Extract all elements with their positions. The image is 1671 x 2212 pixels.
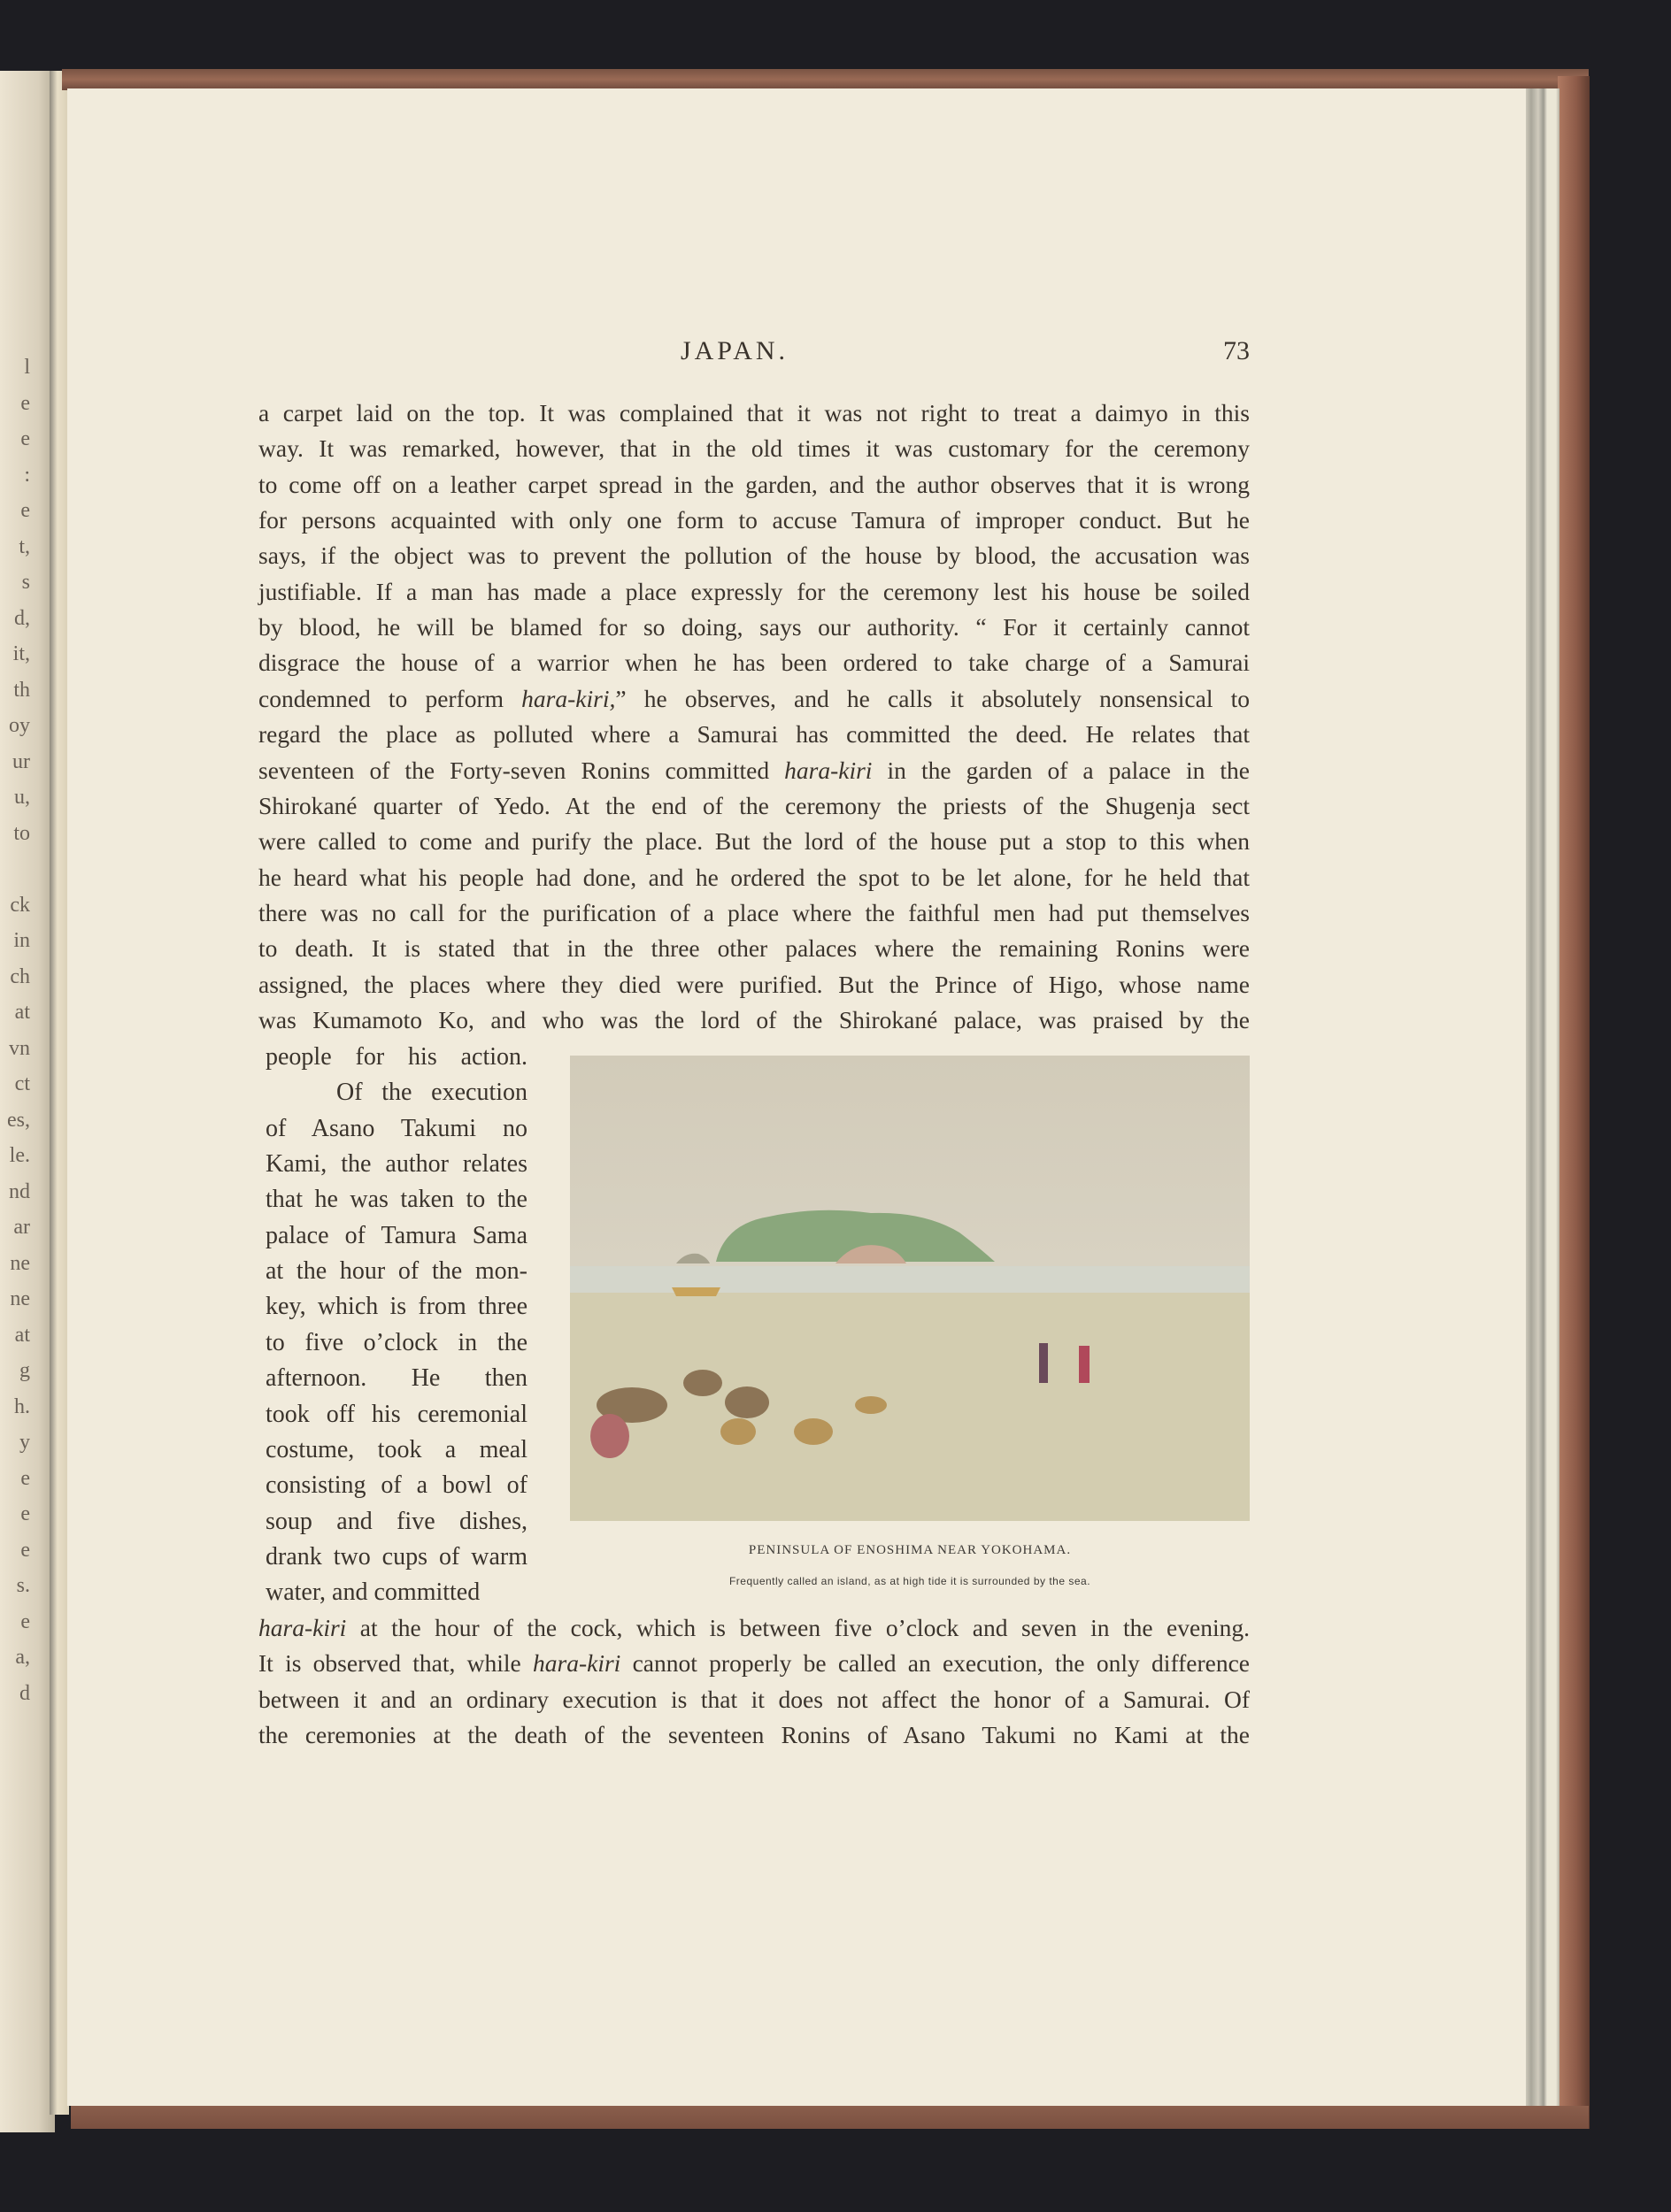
previous-page-fragment: :: [24, 463, 30, 487]
wrapped-body-line: [266, 1504, 527, 1540]
body-line: [258, 717, 1250, 752]
book-gutter: [50, 71, 69, 2115]
italic-term: hara-kiri: [258, 1614, 347, 1641]
wrapped-body-line: [266, 1111, 527, 1147]
text-segment: drank two cups of warm: [266, 1542, 527, 1571]
previous-page-fragment: ck: [10, 893, 30, 917]
body-line: [258, 467, 1250, 503]
text-segment: regard the place as polluted where a Samurai has committed the deed. He relates that: [258, 720, 1250, 749]
body-line: [258, 753, 1250, 788]
wrapped-body-line: [266, 1540, 527, 1575]
text-segment: justifiable. If a man has made a place expressly for the ceremony lest his house be soiled: [258, 577, 1250, 605]
wrapped-body-line: [266, 1218, 527, 1254]
wrapped-body-line: [266, 1182, 527, 1217]
wrapped-body-line: [266, 1325, 527, 1361]
previous-page-fragment: ct: [14, 1072, 30, 1095]
previous-page-fragment: h.: [14, 1394, 30, 1418]
text-segment: people for his action.: [266, 1043, 527, 1071]
text-segment: Of the execution: [336, 1079, 527, 1107]
body-line: [258, 788, 1250, 824]
book-cover-right-edge: [1558, 76, 1590, 2129]
previous-page-fragment: it,: [12, 642, 30, 665]
wrapped-body-line: [266, 1432, 527, 1468]
text-segment: there was no call for the purification of a place where the faithful men had put themselves: [258, 898, 1250, 926]
text-segment: disgrace the house of a warrior when he has been ordered to take charge of a Samurai: [258, 649, 1250, 677]
text-segment: It is observed that, while: [258, 1649, 533, 1678]
text-segment: key, which is from three: [266, 1293, 527, 1321]
wrapped-body-line: [266, 1361, 527, 1396]
book-cover-bottom-edge: [71, 2106, 1589, 2129]
previous-page-fragment: e: [20, 1609, 30, 1633]
text-segment: took off his ceremonial: [266, 1400, 527, 1428]
body-line: [258, 610, 1250, 645]
previous-page-fragment: y: [19, 1431, 30, 1454]
previous-page-fragment: at: [14, 1323, 30, 1347]
body-line: [258, 431, 1250, 466]
previous-page-fragment: u,: [14, 786, 30, 809]
previous-page-fragment: d,: [14, 606, 30, 630]
text-segment: costume, took a meal: [266, 1435, 527, 1463]
previous-page-fragment: ar: [13, 1216, 30, 1239]
body-line: [258, 895, 1250, 931]
body-line: [258, 1646, 1250, 1681]
previous-page-fragment: nd: [9, 1179, 30, 1203]
body-line: [258, 396, 1250, 431]
text-segment: water, and committed: [266, 1578, 481, 1607]
wrapped-body-line: [266, 1289, 527, 1325]
body-line: [258, 503, 1250, 538]
text-segment: that he was taken to the: [266, 1186, 527, 1214]
previous-page-fragment: d: [19, 1681, 30, 1705]
wrapped-body-line: [266, 1147, 527, 1182]
wrapped-body-line: [266, 1075, 527, 1110]
previous-page-fragment: es,: [7, 1108, 30, 1132]
body-line: [258, 574, 1250, 610]
body-line: [258, 1002, 1250, 1038]
text-segment: consisting of a bowl of: [266, 1471, 527, 1500]
previous-page-fragment: ne: [10, 1287, 30, 1310]
previous-page-fragment: at: [14, 1001, 30, 1024]
text-segment: to come off on a leather carpet spread in the garden, and the author observes that it is wrong: [258, 470, 1250, 498]
text-segment: he heard what his people had done, and he ordered the spot to be let alone, for he held that: [258, 863, 1250, 891]
page-number: 73: [1223, 336, 1250, 365]
text-segment: way. It was remarked, however, that in the old times it was customary for the ceremony: [258, 434, 1250, 463]
previous-page-fragment: s.: [16, 1574, 30, 1597]
wrapped-body-line: [266, 1468, 527, 1503]
text-segment: palace of Tamura Sama: [266, 1221, 527, 1249]
italic-term: hara-kiri,: [521, 684, 616, 712]
text-segment: the ceremonies at the death of the seventeen Ronins of Asano Takumi no Kami at the: [258, 1721, 1250, 1749]
text-segment: a carpet laid on the top. It was complained that it was not right to treat a daimyo in this: [258, 399, 1250, 426]
previous-page-fragment: e: [20, 427, 30, 450]
body-line: [258, 1682, 1250, 1717]
previous-page-fragment: t,: [19, 534, 30, 558]
text-segment: in the garden of a palace in the: [872, 756, 1250, 784]
text-segment: of Asano Takumi no: [266, 1114, 527, 1142]
body-line: [258, 931, 1250, 966]
previous-page-fragment: oy: [9, 714, 30, 737]
previous-page-fragment: e: [20, 1538, 30, 1562]
text-segment: Shirokané quarter of Yedo. At the end of the ceremony the priests of the Shugenja sect: [258, 791, 1250, 819]
previous-page-fragment: th: [13, 678, 30, 702]
page-stack-edge: [1524, 88, 1559, 2106]
text-segment: condemned to perform: [258, 684, 522, 712]
body-line: [258, 1717, 1250, 1753]
italic-term: hara-kiri: [784, 756, 873, 784]
previous-page-fragment: a,: [15, 1646, 30, 1669]
previous-page-fragment: e: [20, 1502, 30, 1525]
body-line: [258, 681, 1250, 717]
text-segment: for persons acquainted with only one form to accuse Tamura of improper conduct. But he: [258, 506, 1250, 534]
previous-page-fragment: g: [19, 1359, 30, 1382]
text-segment: to death. It is stated that in the three other palaces where the remaining Ronins were: [258, 934, 1250, 963]
previous-page-fragment: s: [21, 571, 30, 594]
running-title: JAPAN.: [680, 336, 789, 365]
previous-page-fragment: in: [13, 929, 30, 952]
previous-page-fragment: le.: [9, 1144, 30, 1167]
wrapped-body-line: [266, 1575, 527, 1610]
body-line: [258, 1610, 1250, 1646]
text-segment: by blood, he will be blamed for so doing, says our authority. “ For it certainly cannot: [258, 613, 1250, 641]
figure-caption-title: PENINSULA OF ENOSHIMA NEAR YOKOHAMA.: [748, 1543, 1072, 1557]
text-segment: afternoon. He then: [266, 1364, 527, 1393]
photo-enoshima-peninsula: [570, 1056, 1250, 1521]
italic-term: hara-kiri: [533, 1649, 621, 1678]
text-segment: were called to come and purify the place. But the lord of the house put a stop to this when: [258, 827, 1250, 856]
previous-page-fragment: vn: [9, 1036, 30, 1060]
text-segment: assigned, the places where they died were purified. But the Prince of Higo, whose name: [258, 970, 1250, 998]
text-segment: ” he observes, and he calls it absolutely nonsensical to: [615, 684, 1251, 712]
wrapped-body-line: [266, 1254, 527, 1289]
wrapped-body-line: [266, 1397, 527, 1432]
body-line: [258, 967, 1250, 1002]
previous-page-fragment: l: [24, 356, 30, 379]
wrapped-body-line: [266, 1040, 527, 1075]
text-segment: seventeen of the Forty-seven Ronins committed: [258, 756, 785, 784]
previous-page-fragment: ch: [10, 964, 30, 988]
previous-page-fragment: ne: [10, 1251, 30, 1275]
text-segment: to five o’clock in the: [266, 1328, 527, 1356]
figure-caption-subtitle: Frequently called an island, as at high tide it is surrounded by the sea.: [728, 1575, 1091, 1587]
text-segment: at the hour of the mon-: [266, 1257, 527, 1286]
text-segment: soup and five dishes,: [266, 1507, 527, 1535]
text-segment: Kami, the author relates: [266, 1150, 527, 1179]
text-segment: was Kumamoto Ko, and who was the lord of the Shirokané palace, was praised by the: [258, 1005, 1250, 1033]
text-segment: between it and an ordinary execution is that it does not affect the honor of a Samurai. Of: [258, 1685, 1250, 1713]
body-line: [258, 645, 1250, 680]
book-cover-top-edge: [62, 69, 1589, 90]
previous-page-fragment: e: [20, 499, 30, 522]
previous-page-fragment: to: [13, 821, 30, 845]
text-segment: at the hour of the cock, which is between five o’clock and seven in the evening.: [346, 1614, 1250, 1641]
previous-page-fragment: e: [20, 1466, 30, 1490]
previous-page-fragment: e: [20, 391, 30, 415]
body-line: [258, 538, 1250, 573]
body-line: [258, 824, 1250, 859]
body-line: [258, 860, 1250, 895]
text-segment: says, if the object was to prevent the pollution of the house by blood, the accusation was: [258, 541, 1250, 570]
text-segment: cannot properly be called an execution, the only difference: [620, 1649, 1250, 1678]
previous-page-fragment: ur: [12, 749, 30, 773]
